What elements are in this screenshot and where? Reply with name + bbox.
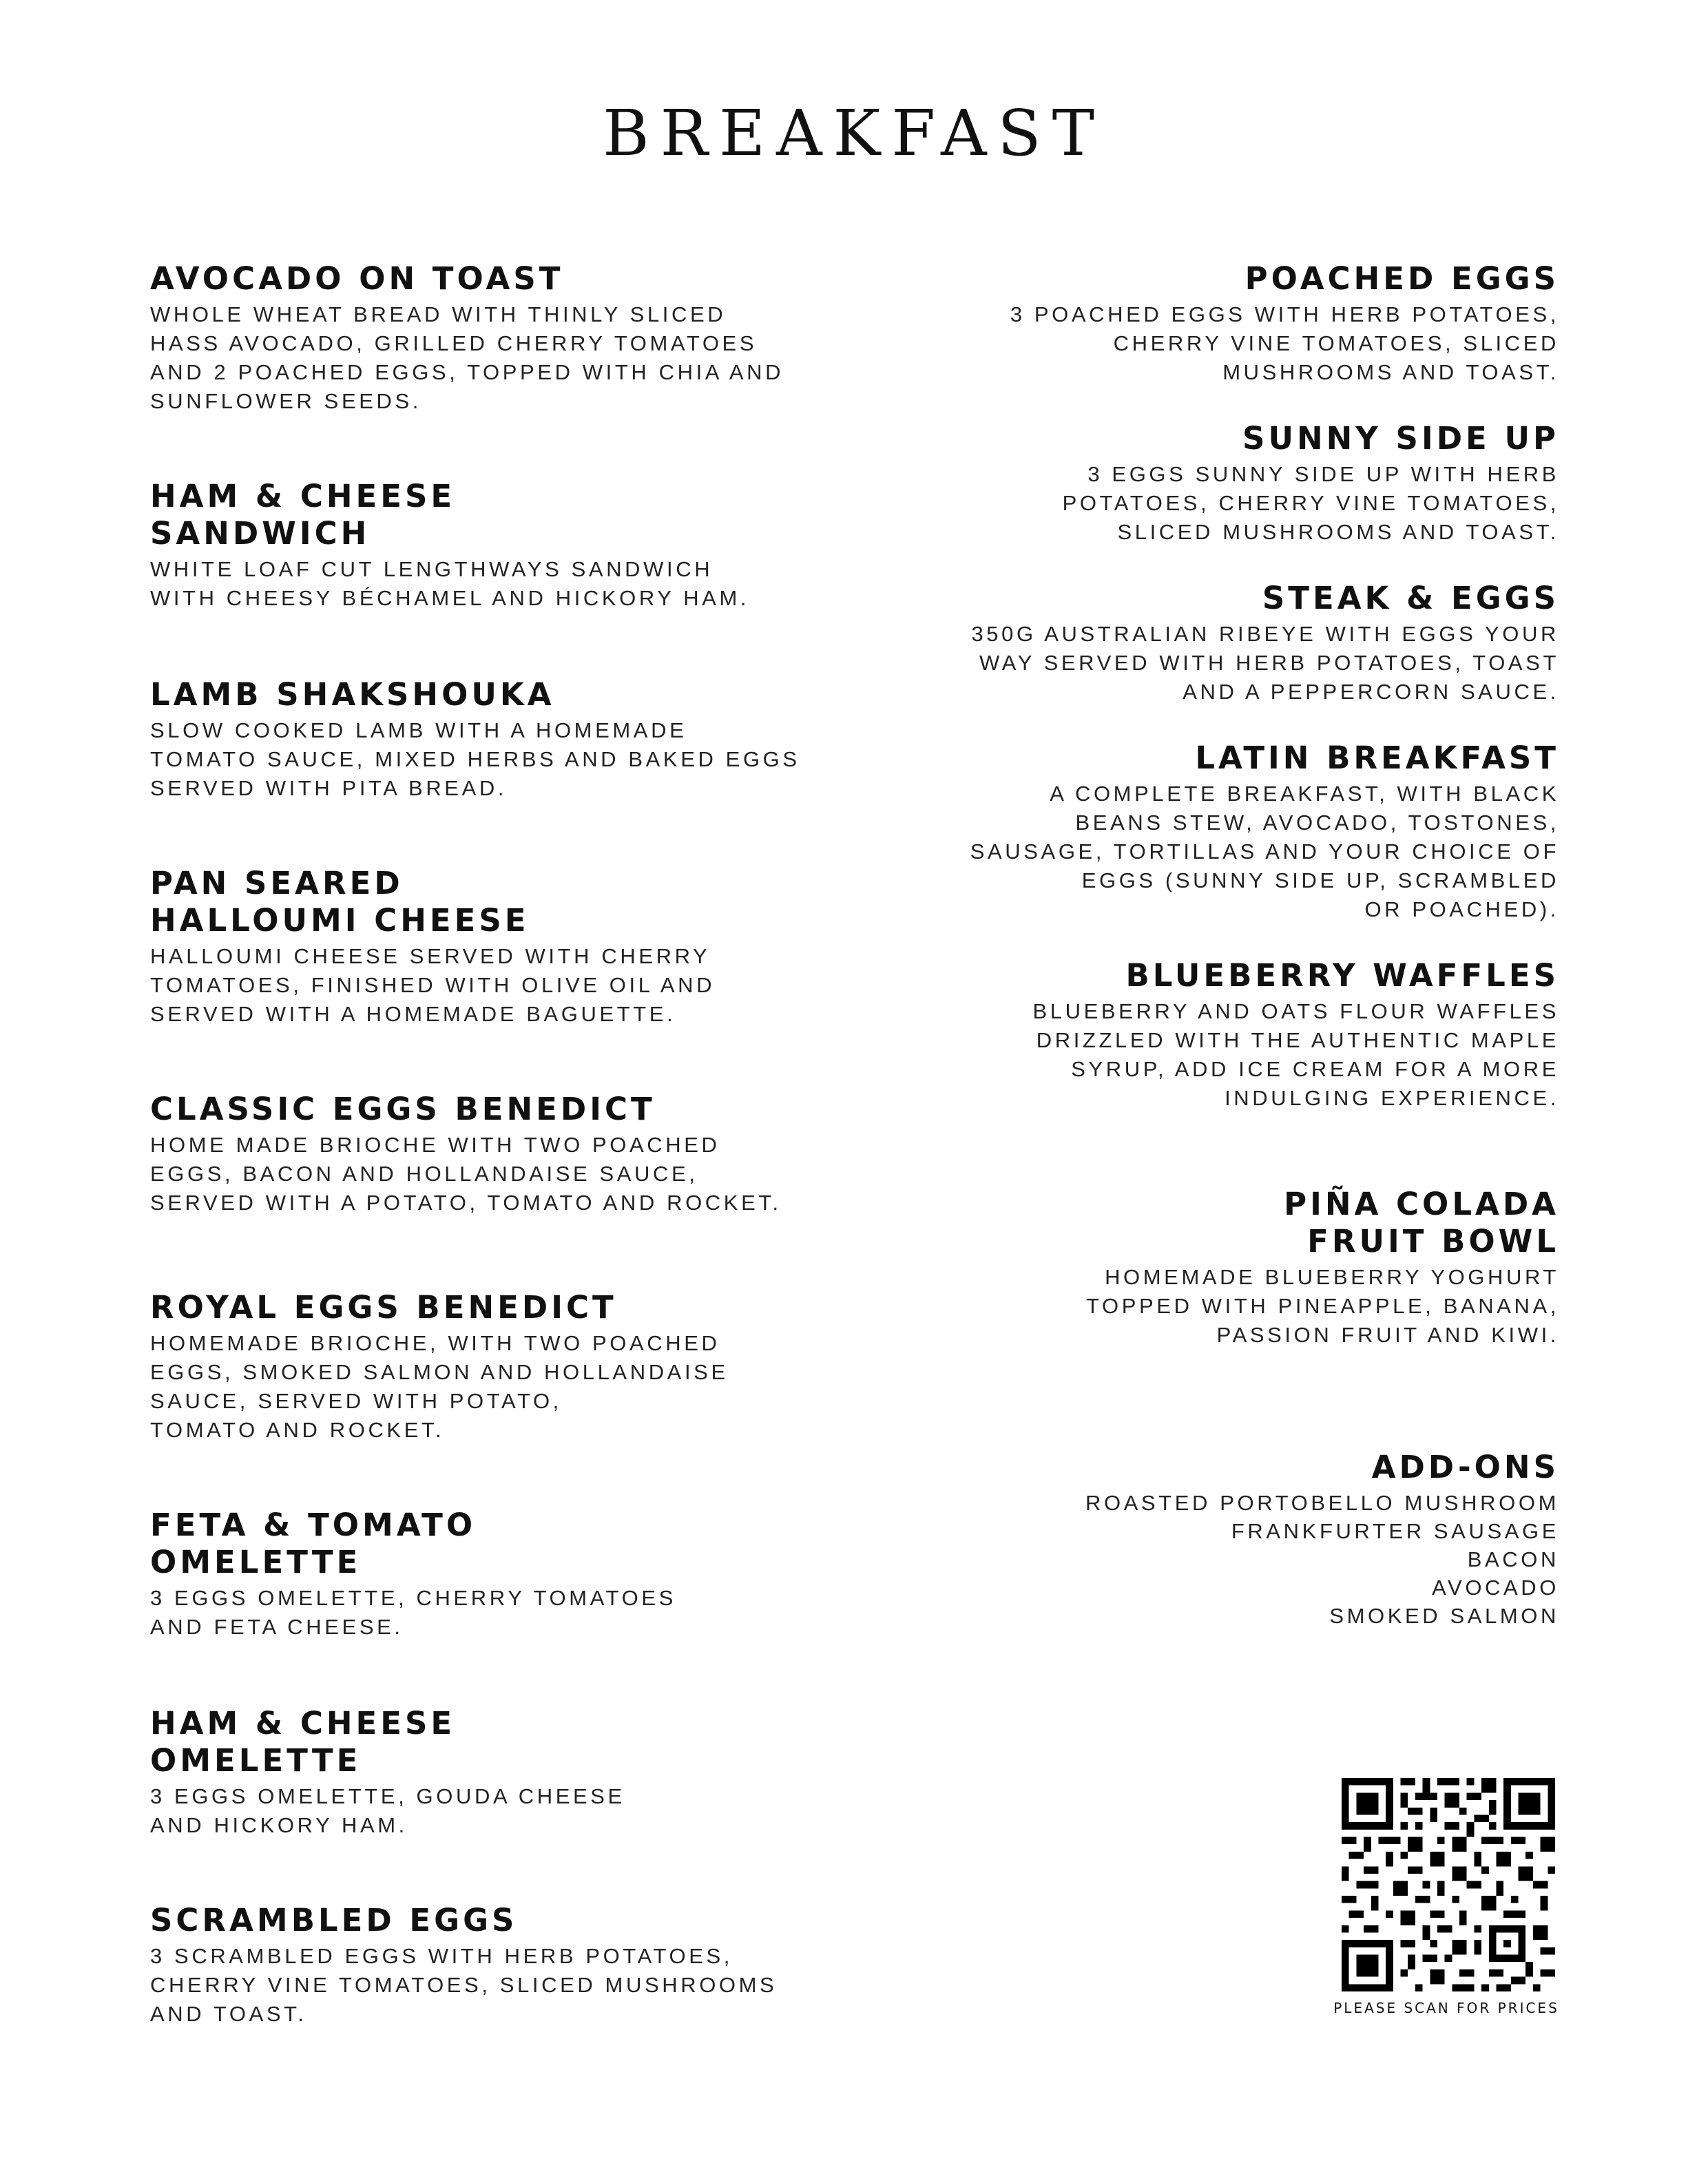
addons-title: ADD-ONS (1371, 1449, 1559, 1485)
menu-item-scrambled-eggs (150, 1902, 811, 2029)
menu-item-royal-eggs-benedict (150, 1289, 811, 1445)
item-name: SCRAMBLED EGGS (150, 1902, 518, 1938)
addon-item: BACON (1467, 1547, 1559, 1571)
menu-item-feta-tomato-omelette (150, 1507, 811, 1642)
addon-item: SMOKED SALMON (1329, 1604, 1559, 1628)
menu-item-sunny-side-up (926, 420, 1559, 547)
item-description: HALLOUMI CHEESE SERVED WITH CHERRY TOMATOES, FINISHED WITH OLIVE OIL AND SERVED WITH A HOMEMADE BAGUETTE. (150, 944, 716, 1026)
menu-item-blueberry-waffles (926, 957, 1559, 1113)
qr-caption: PLEASE SCAN FOR PRICES (1333, 2000, 1559, 2016)
menu-item-pan-seared-halloumi (150, 865, 811, 1029)
item-name: ROYAL EGGS BENEDICT (150, 1289, 617, 1326)
menu-item-ham-cheese-omelette (150, 1705, 811, 1840)
item-description: WHOLE WHEAT BREAD WITH THINLY SLICED HASS AVOCADO, GRILLED CHERRY TOMATOES AND 2 POACHED EGGS, TOPPED WITH CHIA AND SUNFLOWER SEEDS. (150, 302, 784, 413)
item-description: A COMPLETE BREAKFAST, WITH BLACK BEANS STEW, AVOCADO, TOSTONES, SAUSAGE, TORTILLAS AND YOUR CHOICE OF EGGS (SUNNY SIDE UP, SCRAMBLED OR POACHED). (970, 782, 1559, 921)
item-name: LATIN BREAKFAST (1195, 740, 1559, 776)
menu-item-pina-colada-fruit-bowl (926, 1186, 1559, 1350)
item-description: HOMEMADE BRIOCHE, WITH TWO POACHED EGGS, SMOKED SALMON AND HOLLANDAISE SAUCE, SERVED WITH POTATO, TOMATO AND ROCKET. (150, 1331, 729, 1442)
menu-item-classic-eggs-benedict (150, 1091, 811, 1217)
item-description: WHITE LOAF CUT LENGTHWAYS SANDWICH WITH CHEESY BÉCHAMEL AND HICKORY HAM. (150, 557, 750, 610)
addon-item: AVOCADO (1432, 1576, 1559, 1600)
item-description: HOME MADE BRIOCHE WITH TWO POACHED EGGS, BACON AND HOLLANDAISE SAUCE, SERVED WITH A POTATO, TOMATO AND ROCKET. (150, 1133, 782, 1215)
addon-item: FRANKFURTER SAUSAGE (1231, 1519, 1559, 1543)
item-description: BLUEBERRY AND OATS FLOUR WAFFLES DRIZZLED WITH THE AUTHENTIC MAPLE SYRUP, ADD ICE CREAM FOR A MORE INDULGING EXPERIENCE. (1032, 999, 1559, 1110)
item-name: HAM & CHEESE SANDWICH (150, 478, 456, 552)
addon-item: ROASTED PORTOBELLO MUSHROOM (1085, 1491, 1559, 1515)
menu-item-steak-eggs (926, 580, 1559, 707)
item-name: LAMB SHAKSHOUKA (150, 676, 555, 713)
menu-item-ham-cheese-sandwich (150, 478, 811, 613)
item-name: SUNNY SIDE UP (1242, 420, 1559, 457)
item-description: 3 EGGS SUNNY SIDE UP WITH HERB POTATOES, CHERRY VINE TOMATOES, SLICED MUSHROOMS AND TOAST. (1062, 462, 1559, 544)
item-description: 3 EGGS OMELETTE, GOUDA CHEESE AND HICKORY HAM. (150, 1784, 625, 1837)
item-name: STEAK & EGGS (1262, 580, 1559, 616)
page-title: BREAKFAST (603, 96, 1105, 170)
item-name: PIÑA COLADA FRUIT BOWL (1284, 1186, 1559, 1259)
item-description: 3 EGGS OMELETTE, CHERRY TOMATOES AND FETA CHEESE. (150, 1586, 676, 1639)
item-name: CLASSIC EGGS BENEDICT (150, 1091, 656, 1127)
item-description: 3 SCRAMBLED EGGS WITH HERB POTATOES, CHERRY VINE TOMATOES, SLICED MUSHROOMS AND TOAST. (150, 1944, 778, 2026)
menu-item-lamb-shakshouka (150, 676, 811, 803)
item-name: FETA & TOMATO OMELETTE (150, 1507, 477, 1580)
item-name: AVOCADO ON TOAST (150, 260, 564, 297)
item-name: BLUEBERRY WAFFLES (1125, 957, 1559, 994)
menu-item-avocado-on-toast (150, 260, 811, 416)
item-description: HOMEMADE BLUEBERRY YOGHURT TOPPED WITH PINEAPPLE, BANANA, PASSION FRUIT AND KIWI. (1086, 1265, 1559, 1347)
item-description: 3 POACHED EGGS WITH HERB POTATOES, CHERRY VINE TOMATOES, SLICED MUSHROOMS AND TOAST. (1010, 302, 1559, 384)
item-description: 350G AUSTRALIAN RIBEYE WITH EGGS YOUR WAY SERVED WITH HERB POTATOES, TOAST AND A PEPPERCORN SAUCE. (971, 622, 1559, 704)
addons-section (926, 1449, 1559, 1630)
item-name: PAN SEARED HALLOUMI CHEESE (150, 865, 530, 939)
qr-code-icon[interactable] (1342, 1778, 1555, 1991)
item-description: SLOW COOKED LAMB WITH A HOMEMADE TOMATO SAUCE, MIXED HERBS AND BAKED EGGS SERVED WITH PITA BREAD. (150, 718, 800, 800)
menu-item-latin-breakfast (926, 740, 1559, 924)
addons-list (926, 1489, 1559, 1630)
item-name: POACHED EGGS (1244, 260, 1559, 297)
menu-item-poached-eggs (926, 260, 1559, 387)
item-name: HAM & CHEESE OMELETTE (150, 1705, 456, 1779)
